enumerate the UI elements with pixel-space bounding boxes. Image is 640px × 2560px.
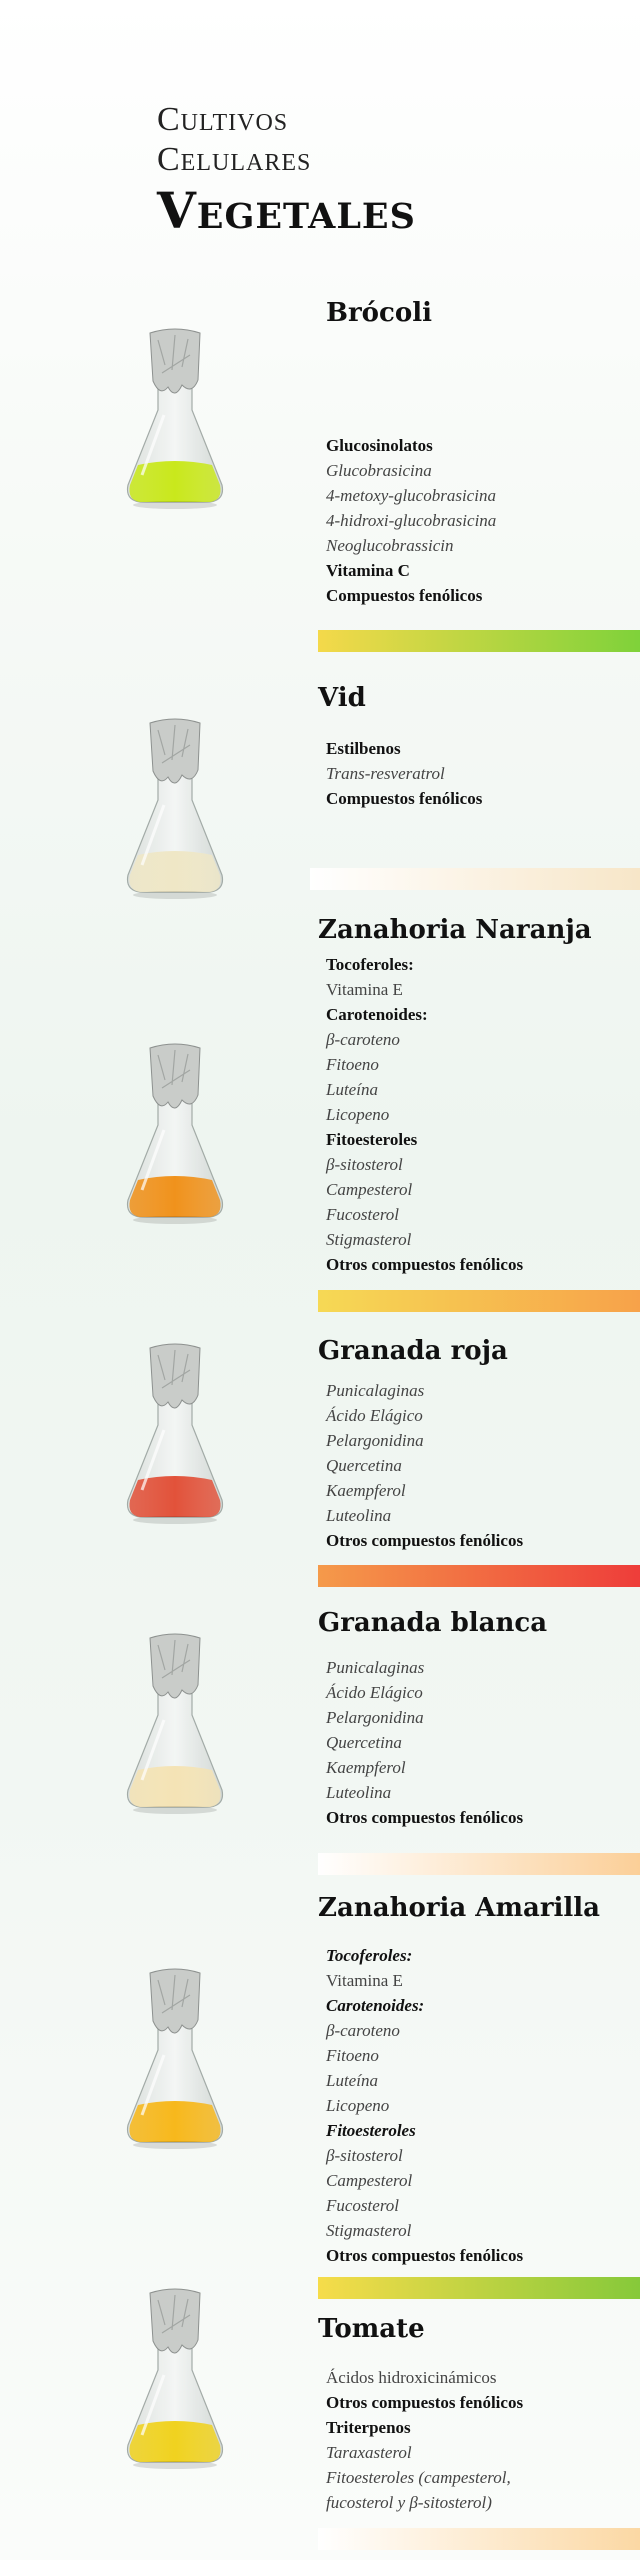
flask-image: [120, 1630, 230, 1815]
compound-list: [326, 1943, 523, 2268]
section-title: Zanahoria Amarilla: [318, 1893, 601, 1923]
flask-image: [120, 1340, 230, 1525]
compound-item: 4-metoxy-glucobrasicina: [326, 486, 496, 505]
compound-list: [326, 1655, 523, 1830]
compound-item: Compuestos fenólicos: [326, 586, 483, 605]
compound-list: [326, 2365, 523, 2515]
compound-item: Tocoferoles:: [326, 1946, 413, 1965]
compound-item: Otros compuestos fenólicos: [326, 1808, 524, 1827]
compound-item: fucosterol y β-sitosterol): [326, 2493, 492, 2512]
compound-item: Otros compuestos fenólicos: [326, 2393, 524, 2412]
compound-item: Fitoesteroles (campesterol,: [326, 2468, 511, 2487]
title-line-1: Cultivos: [157, 101, 289, 138]
compound-item: Carotenoides:: [326, 1996, 425, 2015]
compound-item: Quercetina: [326, 1456, 402, 1475]
color-bar: [318, 2277, 640, 2299]
compound-item: β-caroteno: [326, 1030, 400, 1049]
compound-item: Punicalaginas: [326, 1381, 425, 1400]
compound-item: Vitamina E: [326, 1971, 403, 1990]
compound-item: Punicalaginas: [326, 1658, 425, 1677]
compound-item: Campesterol: [326, 2171, 413, 2190]
compound-item: Taraxasterol: [326, 2443, 412, 2462]
flask-image: [120, 715, 230, 900]
flask-image: [120, 1040, 230, 1225]
compound-item: Vitamina E: [326, 980, 403, 999]
compound-item: Ácido Elágico: [326, 1406, 423, 1425]
compound-item: Stigmasterol: [326, 1230, 412, 1249]
compound-item: Estilbenos: [326, 739, 401, 758]
compound-item: Neoglucobrassicin: [326, 536, 454, 555]
compound-list: [326, 736, 482, 811]
compound-item: Ácidos hidroxicinámicos: [326, 2368, 497, 2387]
compound-item: 4-hidroxi-glucobrasicina: [326, 511, 497, 530]
color-bar: [310, 868, 640, 890]
compound-item: Carotenoides:: [326, 1005, 428, 1024]
section-title: Zanahoria Naranja: [318, 915, 592, 945]
compound-item: Licopeno: [326, 1105, 390, 1124]
compound-item: Kaempferol: [326, 1481, 406, 1500]
color-bar: [318, 630, 640, 652]
flask-image: [120, 2285, 230, 2470]
color-bar: [318, 1565, 640, 1587]
color-bar: [318, 2528, 640, 2550]
section-title: Granada roja: [318, 1336, 508, 1366]
title-line-3: Vegetales: [157, 181, 416, 240]
compound-item: Glucosinolatos: [326, 436, 433, 455]
compound-item: Licopeno: [326, 2096, 390, 2115]
compound-item: Fucosterol: [326, 1205, 400, 1224]
compound-item: Vitamina C: [326, 561, 410, 580]
compound-list: [326, 433, 496, 608]
compound-item: β-sitosterol: [326, 1155, 403, 1174]
compound-item: Luteolina: [326, 1506, 392, 1525]
flask-image: [120, 1965, 230, 2150]
compound-item: Fitoesteroles: [326, 2121, 416, 2140]
compound-item: Stigmasterol: [326, 2221, 412, 2240]
flask-image: [120, 325, 230, 510]
section-title: Vid: [318, 683, 366, 713]
compound-item: Trans-resveratrol: [326, 764, 445, 783]
compound-list: [326, 1378, 523, 1553]
compound-item: Kaempferol: [326, 1758, 406, 1777]
compound-item: Luteína: [326, 2071, 378, 2090]
section-title: Tomate: [318, 2314, 425, 2344]
page-title: [157, 100, 416, 242]
compound-item: Ácido Elágico: [326, 1683, 423, 1702]
compound-item: Luteína: [326, 1080, 378, 1099]
compound-item: Pelargonidina: [326, 1708, 424, 1727]
compound-item: Fitoeno: [326, 1055, 379, 1074]
compound-item: Fitoesteroles: [326, 1130, 418, 1149]
compound-item: Tocoferoles:: [326, 955, 414, 974]
compound-item: Quercetina: [326, 1733, 402, 1752]
title-line-2: Celulares: [157, 141, 312, 178]
compound-item: Otros compuestos fenólicos: [326, 1255, 524, 1274]
compound-item: Otros compuestos fenólicos: [326, 2246, 524, 2265]
compound-item: Fitoeno: [326, 2046, 379, 2065]
section-title: Granada blanca: [318, 1608, 548, 1638]
color-bar: [318, 1290, 640, 1312]
compound-item: Triterpenos: [326, 2418, 411, 2437]
compound-item: Pelargonidina: [326, 1431, 424, 1450]
compound-item: Campesterol: [326, 1180, 413, 1199]
compound-item: β-sitosterol: [326, 2146, 403, 2165]
compound-item: Compuestos fenólicos: [326, 789, 483, 808]
compound-item: β-caroteno: [326, 2021, 400, 2040]
compound-item: Otros compuestos fenólicos: [326, 1531, 524, 1550]
compound-item: Luteolina: [326, 1783, 392, 1802]
section-title: Brócoli: [326, 298, 432, 328]
compound-list: [326, 952, 523, 1277]
color-bar: [318, 1853, 640, 1875]
compound-item: Glucobrasicina: [326, 461, 432, 480]
compound-item: Fucosterol: [326, 2196, 400, 2215]
